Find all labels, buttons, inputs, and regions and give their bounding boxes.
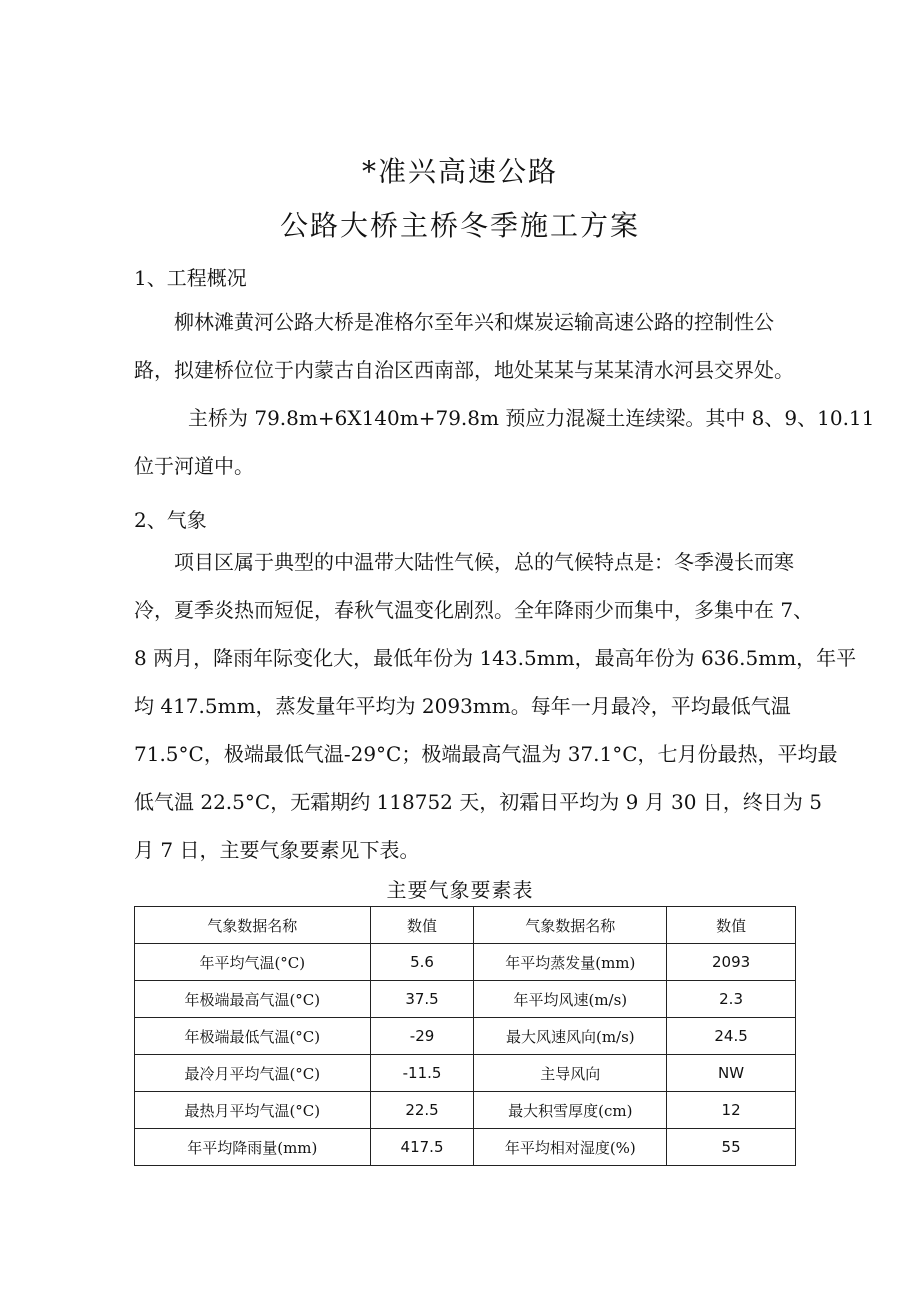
table-cell: -29 bbox=[370, 1018, 474, 1055]
table-cell: 22.5 bbox=[370, 1092, 474, 1129]
table-row bbox=[135, 981, 796, 1018]
table-caption: 主要气象要素表 bbox=[386, 878, 534, 902]
section-heading-weather: 2、气象 bbox=[134, 508, 207, 532]
table-row bbox=[135, 1018, 796, 1055]
text-line: 8 两月，降雨年际变化大，最低年份为 143.5mm，最高年份为 636.5mm，年平 bbox=[134, 646, 857, 670]
text-line: 冷，夏季炎热而短促，春秋气温变化剧烈。全年降雨少而集中，多集中在 7、 bbox=[134, 598, 814, 622]
text-line: 均 417.5mm，蒸发量年平均为 2093mm。每年一月最冷，平均最低气温 bbox=[134, 694, 791, 718]
table-cell: 5.6 bbox=[370, 944, 474, 981]
table-cell: 12 bbox=[667, 1092, 796, 1129]
text-line: 低气温 22.5°C，无霜期约 118752 天，初霜日平均为 9 月 30 日，终日为 5 bbox=[134, 790, 822, 814]
text-line: 主桥为 79.8m+6X140m+79.8m 预应力混凝土连续梁。其中 8、9、10.11 bbox=[188, 406, 875, 430]
document-title: *准兴高速公路 bbox=[361, 155, 558, 188]
overview-paragraph-2 bbox=[134, 394, 875, 490]
table-row bbox=[135, 1055, 796, 1092]
table-cell: 最热月平均气温(°C) bbox=[135, 1092, 371, 1129]
table-row bbox=[135, 1129, 796, 1166]
text-line: 路，拟建桥位位于内蒙古自治区西南部，地处某某与某某清水河县交界处。 bbox=[134, 358, 794, 382]
header-cell: 气象数据名称 bbox=[474, 907, 667, 944]
table-cell: 最大风速风向(m/s) bbox=[474, 1018, 667, 1055]
table-cell: NW bbox=[667, 1055, 796, 1092]
table-cell: 年平均蒸发量(mm) bbox=[474, 944, 667, 981]
table-cell: 年平均风速(m/s) bbox=[474, 981, 667, 1018]
table-cell: 2093 bbox=[667, 944, 796, 981]
text-line: 项目区属于典型的中温带大陆性气候，总的气候特点是：冬季漫长而寒 bbox=[174, 550, 794, 574]
table-cell: 2.3 bbox=[667, 981, 796, 1018]
table-cell: 年平均气温(°C) bbox=[135, 944, 371, 981]
table-cell: 37.5 bbox=[370, 981, 474, 1018]
text-line: 柳林滩黄河公路大桥是准格尔至年兴和煤炭运输高速公路的控制性公 bbox=[174, 310, 774, 334]
weather-data-table bbox=[134, 906, 796, 1166]
table-row bbox=[135, 1092, 796, 1129]
table-cell: 55 bbox=[667, 1129, 796, 1166]
overview-paragraph-1 bbox=[134, 298, 798, 394]
table-cell: 最大积雪厚度(cm) bbox=[474, 1092, 667, 1129]
header-cell: 数值 bbox=[370, 907, 474, 944]
weather-paragraph bbox=[134, 538, 857, 874]
table-header-row bbox=[135, 907, 796, 944]
header-cell: 数值 bbox=[667, 907, 796, 944]
table-cell: 417.5 bbox=[370, 1129, 474, 1166]
text-line: 71.5°C，极端最低气温-29°C；极端最高气温为 37.1°C，七月份最热，平均最 bbox=[134, 742, 838, 766]
table-cell: -11.5 bbox=[370, 1055, 474, 1092]
table-cell: 最冷月平均气温(°C) bbox=[135, 1055, 371, 1092]
text-line: 月 7 日，主要气象要素见下表。 bbox=[134, 838, 420, 862]
table-cell: 年平均降雨量(mm) bbox=[135, 1129, 371, 1166]
table-cell: 24.5 bbox=[667, 1018, 796, 1055]
table-cell: 年极端最高气温(°C) bbox=[135, 981, 371, 1018]
section-heading-overview: 1、工程概况 bbox=[134, 266, 247, 290]
table-cell: 年极端最低气温(°C) bbox=[135, 1018, 371, 1055]
header-cell: 气象数据名称 bbox=[135, 907, 371, 944]
table-cell: 主导风向 bbox=[474, 1055, 667, 1092]
text-line: 位于河道中。 bbox=[134, 454, 254, 478]
document-subtitle: 公路大桥主桥冬季施工方案 bbox=[279, 209, 640, 242]
table-cell: 年平均相对湿度(%) bbox=[474, 1129, 667, 1166]
table-row bbox=[135, 944, 796, 981]
